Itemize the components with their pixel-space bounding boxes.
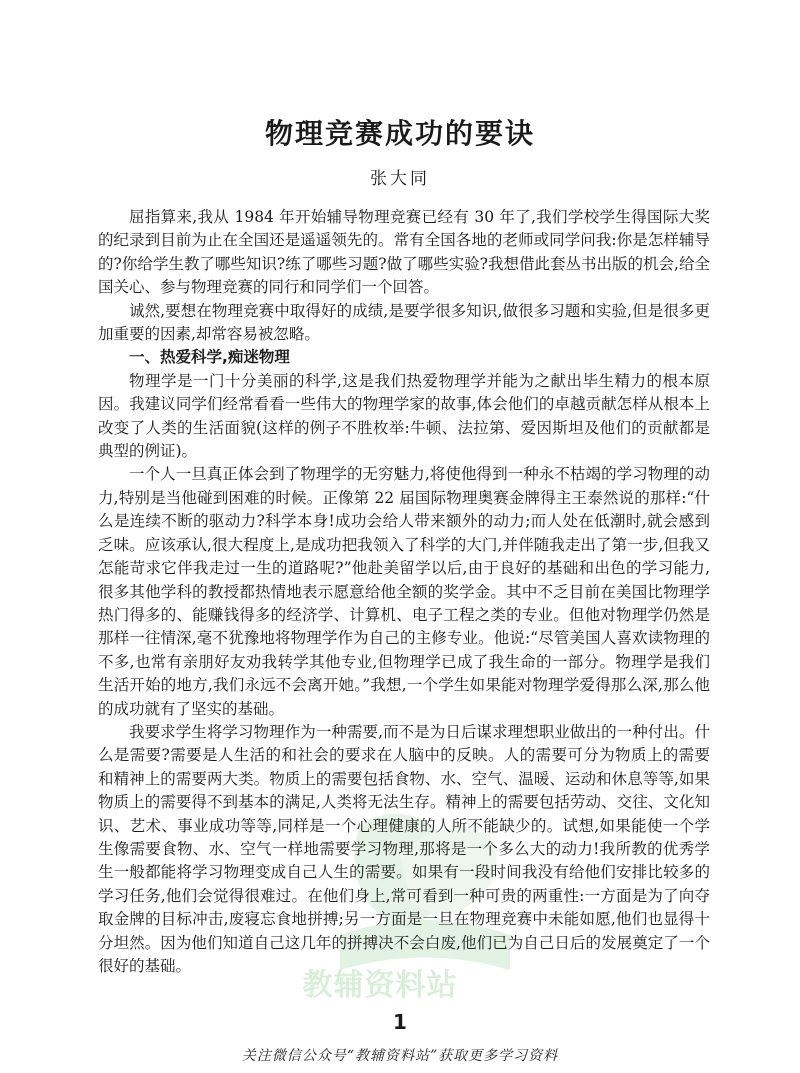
section-heading-1: 一、热爱科学,痴迷物理	[129, 348, 290, 367]
article-body	[98, 206, 710, 978]
section-1-paragraph-2: 一个人一旦真正体会到了物理学的无穷魅力,将使他得到一种永不枯竭的学习物理的动力,特别是当他碰到困难的时候。正像第 22 届国际物理奥赛金牌得主王泰然说的那样:“什么是连续不断的驱动力?科学本身!成功会给人带来额外的动力;而人处在低潮时,就会感到乏味。应该承认,很大程度上,是成功把我领入了科学的大门,并伴随我走出了第一步,但我又怎能苛求它伴我走过一生的道路呢?”他赴美留学以后,由于良好的基础和出色的学习能力,很多其他学科的教授都热情地表示愿意给他全额的奖学金。其中不乏目前在美国比物理学热门得多的、能赚钱得多的经济学、计算机、电子工程之类的专业。但他对物理学仍然是那样一往情深,毫不犹豫地将物理学作为自己的主修专业。他说:“尽管美国人喜欢读物理的不多,也常有亲朋好友劝我转学其他专业,但物理学已成了我生命的一部分。物理学是我们生活开始的地方,我们永远不会离开她。”我想,一个学生如果能对物理学爱得那么深,那么他的成功就有了坚实的基础。	[98, 465, 710, 718]
intro-paragraph-2: 诚然,要想在物理竞赛中取得好的成绩,是要学很多知识,做很多习题和实验,但是很多更加重要的因素,却常容易被忽略。	[98, 301, 710, 344]
page-number: 1	[393, 1010, 407, 1034]
footer-note: 关注微信公众号“教辅资料站”获取更多学习资料	[241, 1048, 559, 1064]
page-title: 物理竞赛成功的要诀	[264, 117, 535, 150]
section-1-paragraph-1: 物理学是一门十分美丽的科学,这是我们热爱物理学并能为之献出毕生精力的根本原因。我建议同学们经常看看一些伟大的物理学家的故事,体会他们的卓越贡献怎样从根本上改变了人类的生活面貌(这样的例子不胜枚举:牛顿、法拉第、爱因斯坦及他们的贡献都是典型的例证)。	[98, 371, 710, 461]
watermark-text: 教辅资料站	[302, 968, 458, 1003]
author-name: 张大同	[370, 169, 430, 189]
section-1-paragraph-3: 我要求学生将学习物理作为一种需要,而不是为日后谋求理想职业做出的一种付出。什么是需要?需要是人生活的和社会的要求在人脑中的反映。人的需要可分为物质上的需要和精神上的需要两大类。物质上的需要包括食物、水、空气、温暖、运动和休息等等,如果物质上的需要得不到基本的满足,人类将无法生存。精神上的需要包括劳动、交往、文化知识、艺术、事业成功等等,同样是一个心理健康的人所不能缺少的。试想,如果能使一个学生像需要食物、水、空气一样地需要学习物理,那将是一个多么大的动力!我所教的优秀学生一般都能将学习物理变成自己人生的需要。如果有一段时间我没有给他们安排比较多的学习任务,他们会觉得很难过。在他们身上,常可看到一种可贵的两重性:一方面是为了向夺取金牌的目标冲击,废寝忘食地拼搏;另一方面是一旦在物理竞赛中未能如愿,他们也显得十分坦然。因为他们知道自己这几年的拼搏决不会白废,他们已为自己日后的发展奠定了一个很好的基础。	[98, 722, 710, 975]
intro-paragraph-1: 屈指算来,我从 1984 年开始辅导物理竞赛已经有 30 年了,我们学校学生得国际大奖的纪录到目前为止在全国还是遥遥领先的。常有全国各地的老师或同学问我:你是怎样辅导的?你给学生教了哪些知识?练了哪些习题?做了哪些实验?我想借此套丛书出版的机会,给全国关心、参与物理竞赛的同行和同学们一个回答。	[98, 208, 710, 297]
